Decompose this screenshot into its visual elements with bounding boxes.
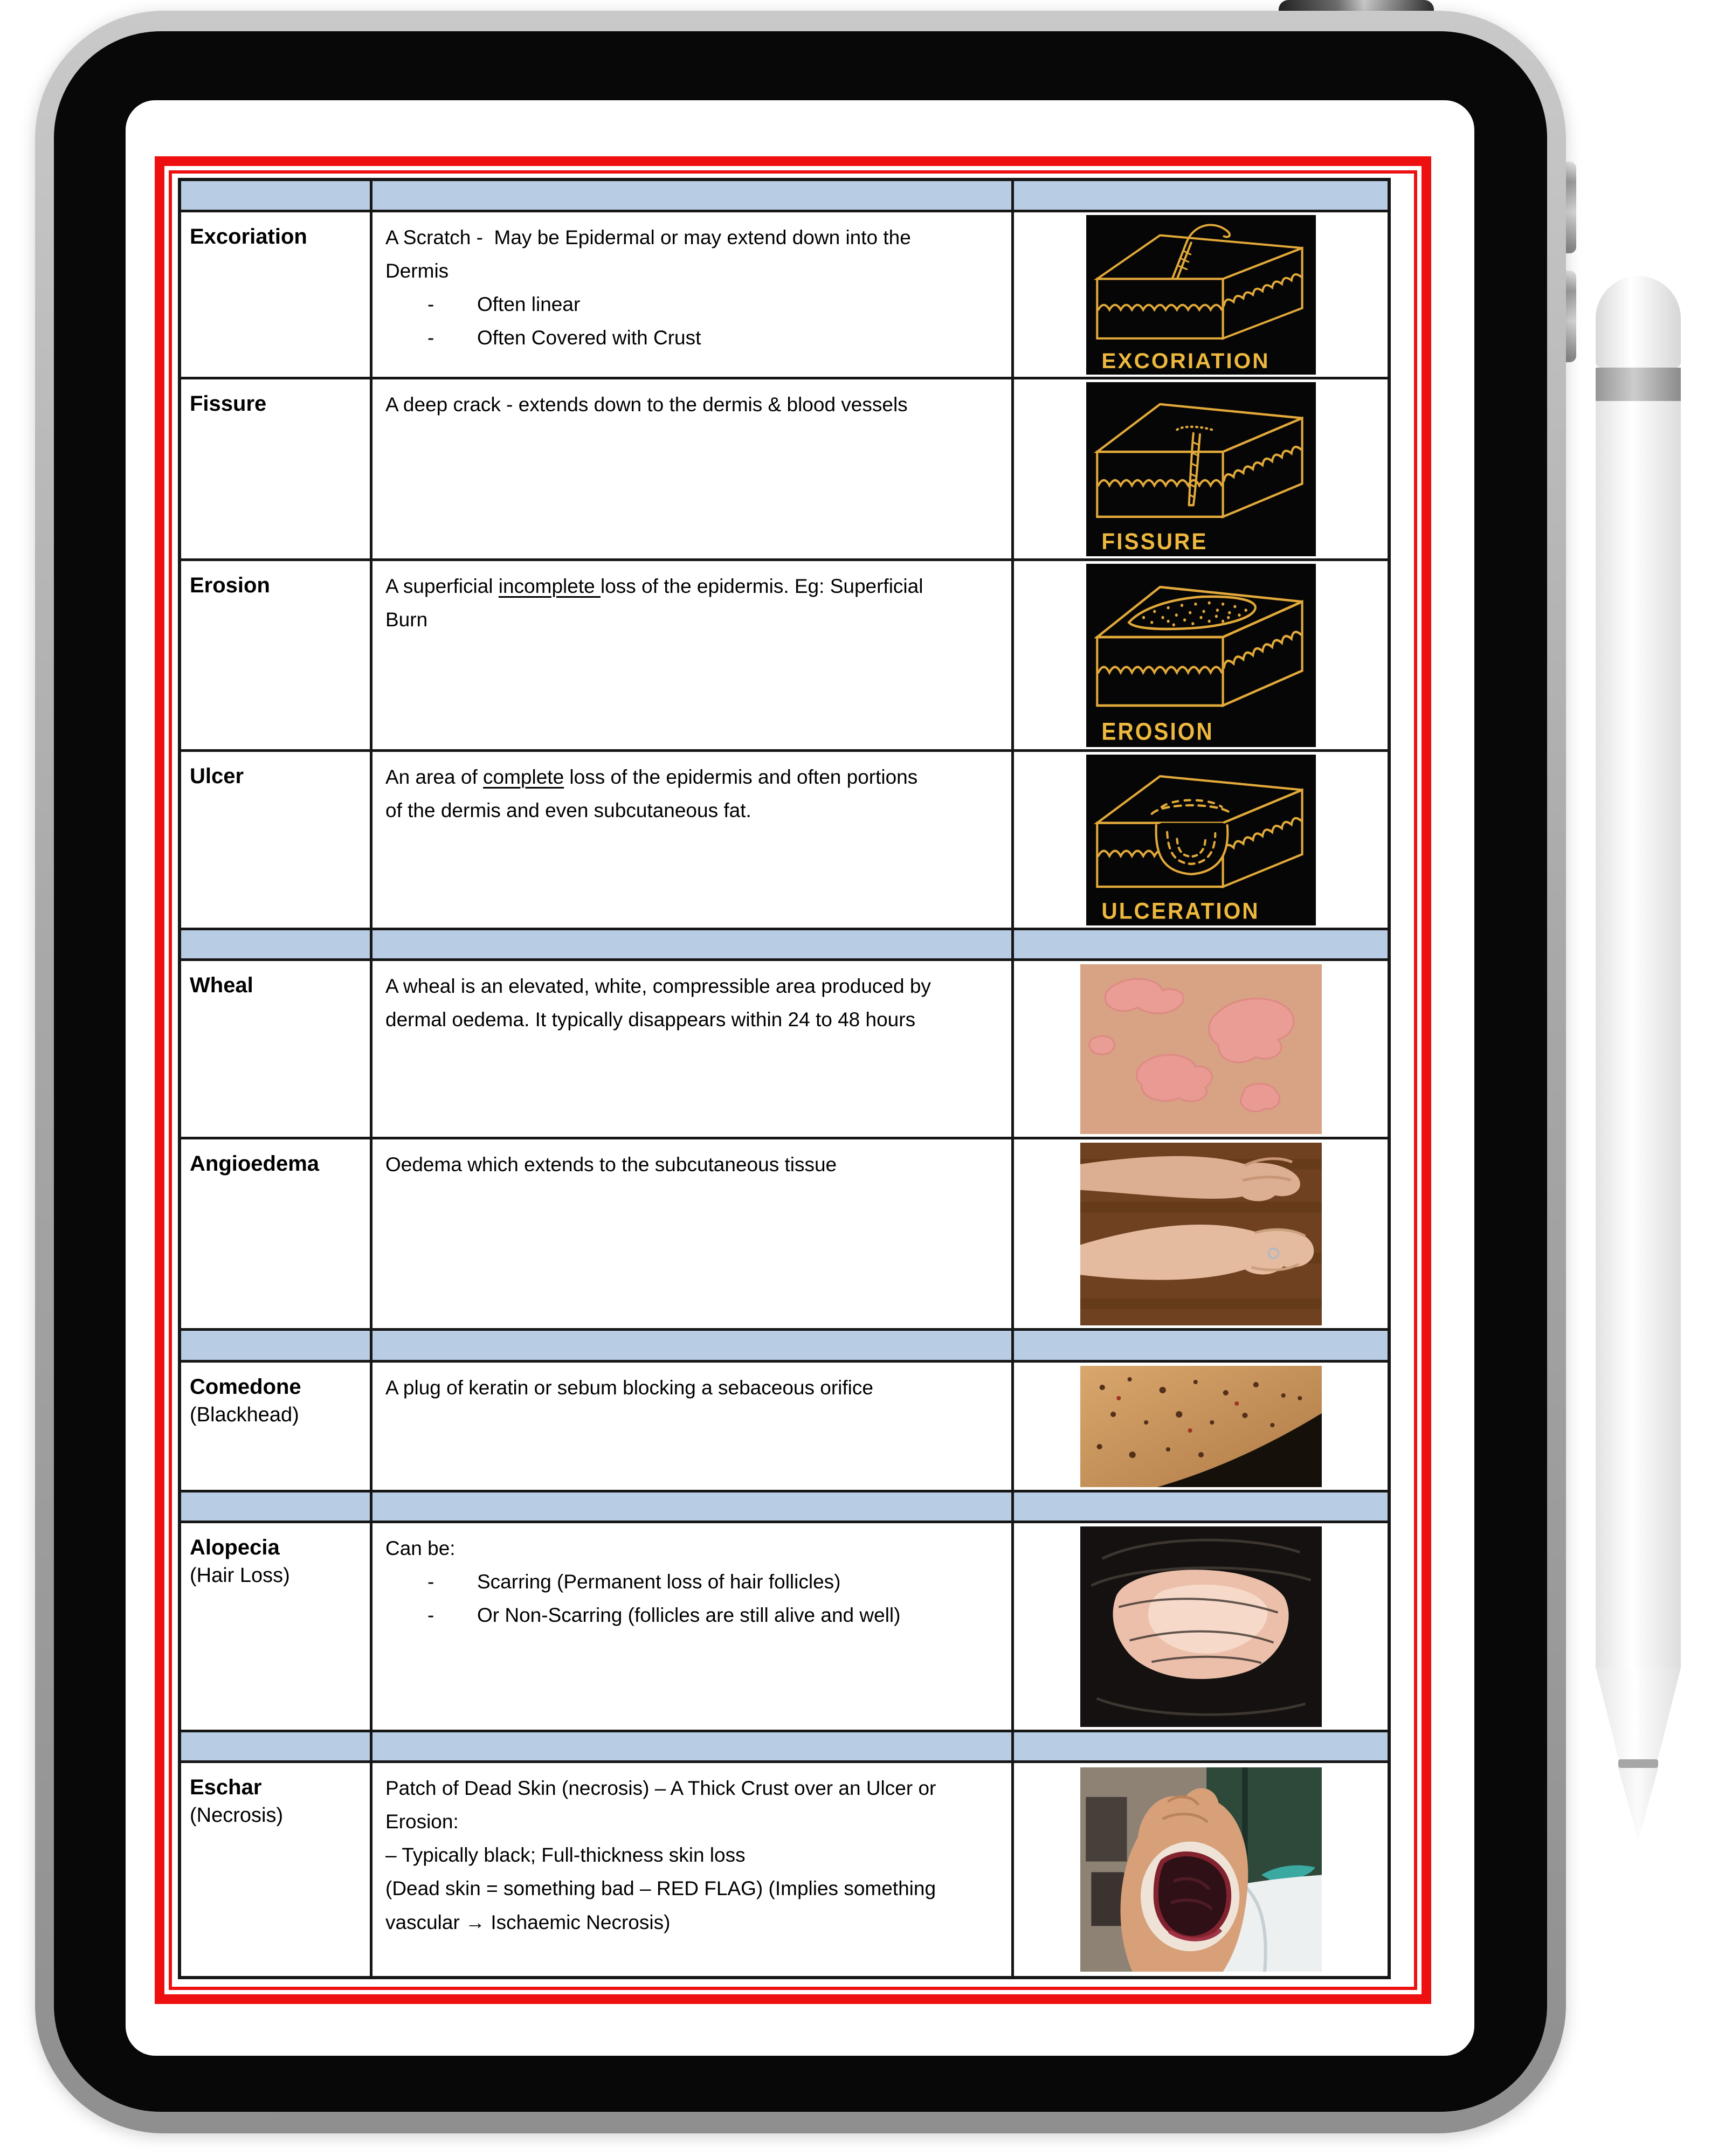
pencil-taper bbox=[1596, 1668, 1681, 1759]
image-cell bbox=[1014, 1732, 1388, 1760]
svg-text:EROSION: EROSION bbox=[1101, 717, 1214, 745]
term-cell bbox=[181, 1732, 372, 1760]
description-paragraph: – Typically black; Full-thickness skin loss bbox=[385, 1844, 746, 1867]
image-cell bbox=[1014, 1331, 1388, 1360]
description-paragraph: A deep crack - extends down to the dermis & blood vessels bbox=[385, 393, 908, 416]
description-cell bbox=[372, 930, 1014, 958]
pencil-body bbox=[1596, 401, 1681, 1668]
table-row-ulcer bbox=[181, 752, 1388, 930]
term-cell bbox=[181, 1523, 372, 1730]
pencil-band bbox=[1596, 368, 1681, 401]
description-cell bbox=[372, 1331, 1014, 1360]
image-cell bbox=[1014, 181, 1388, 210]
image-cell bbox=[1014, 379, 1388, 558]
term-cell bbox=[181, 561, 372, 749]
description-cell bbox=[372, 212, 1014, 377]
bullet-dash: - bbox=[427, 327, 434, 349]
description-cell bbox=[372, 1763, 1014, 1976]
ulceration-diagram-image bbox=[1086, 755, 1316, 925]
comedone-photo bbox=[1080, 1366, 1322, 1487]
pencil-cap bbox=[1596, 276, 1681, 368]
term-cell bbox=[181, 379, 372, 558]
wheal-photo bbox=[1080, 964, 1322, 1134]
term-label: Wheal bbox=[190, 973, 253, 997]
term-cell bbox=[181, 1763, 372, 1976]
excoriation-diagram-image bbox=[1086, 215, 1316, 375]
term-label: Ulcer bbox=[190, 764, 244, 788]
table-row-comedone bbox=[181, 1363, 1388, 1492]
term-cell bbox=[181, 930, 372, 958]
description-paragraph: Can be: bbox=[385, 1537, 456, 1559]
svg-text:FISSURE: FISSURE bbox=[1101, 528, 1208, 554]
lesion-definitions-table bbox=[178, 178, 1391, 1979]
description-cell bbox=[372, 752, 1014, 928]
image-cell bbox=[1014, 1363, 1388, 1490]
description-paragraph: Oedema which extends to the subcutaneous tissue bbox=[385, 1153, 837, 1176]
table-row-wheal bbox=[181, 961, 1388, 1139]
table-row-excoriation bbox=[181, 212, 1388, 379]
term-cell bbox=[181, 1139, 372, 1328]
bullet-item: - Often linear bbox=[385, 288, 1011, 321]
image-cell bbox=[1014, 1523, 1388, 1730]
description-cell bbox=[372, 181, 1014, 210]
separator-row bbox=[181, 1732, 1388, 1763]
alopecia-photo bbox=[1080, 1526, 1322, 1727]
image-cell bbox=[1014, 1492, 1388, 1521]
svg-text:EXCORIATION: EXCORIATION bbox=[1101, 349, 1270, 373]
pencil-tip bbox=[1618, 1768, 1658, 1841]
table-row-angioedema bbox=[181, 1139, 1388, 1331]
svg-text:ULCERATION: ULCERATION bbox=[1101, 898, 1260, 924]
separator-row bbox=[181, 930, 1388, 961]
description-cell bbox=[372, 379, 1014, 558]
image-cell bbox=[1014, 1763, 1388, 1976]
table-row-fissure bbox=[181, 379, 1388, 561]
separator-row bbox=[181, 1492, 1388, 1523]
description-cell bbox=[372, 961, 1014, 1137]
bullet-item: - Or Non-Scarring (follicles are still alive and well) bbox=[385, 1599, 1011, 1632]
term-cell bbox=[181, 212, 372, 377]
description-cell bbox=[372, 561, 1014, 749]
term-label: Fissure bbox=[190, 392, 267, 416]
description-paragraph: Patch of Dead Skin (necrosis) – A Thick Crust over an Ulcer or Erosion: bbox=[385, 1777, 942, 1833]
eschar-photo bbox=[1080, 1767, 1322, 1972]
description-paragraph: (Dead skin = something bad – RED FLAG) (Implies something vascular → Ischaemic Necrosis) bbox=[385, 1877, 942, 1933]
bullet-item: - Scarring (Permanent loss of hair follicles) bbox=[385, 1565, 1011, 1599]
pencil-ring bbox=[1618, 1759, 1658, 1768]
description-cell bbox=[372, 1363, 1014, 1490]
description-cell bbox=[372, 1139, 1014, 1328]
term-label: Alopecia bbox=[190, 1536, 280, 1559]
description-paragraph: A wheal is an elevated, white, compressible area produced by dermal oedema. It typically disappears within 24 to 48 hours bbox=[385, 975, 937, 1031]
term-cell bbox=[181, 1492, 372, 1521]
description-paragraph: A plug of keratin or sebum blocking a sebaceous orifice bbox=[385, 1377, 873, 1399]
bullet-item: - Often Covered with Crust bbox=[385, 321, 1011, 355]
term-cell bbox=[181, 1363, 372, 1490]
table-row-erosion bbox=[181, 561, 1388, 752]
table-row-eschar bbox=[181, 1763, 1388, 1976]
description-cell bbox=[372, 1492, 1014, 1521]
bullet-dash: - bbox=[427, 293, 434, 316]
term-note: (Blackhead) bbox=[190, 1404, 299, 1426]
term-cell bbox=[181, 752, 372, 928]
term-label: Angioedema bbox=[190, 1152, 320, 1176]
erosion-diagram-image bbox=[1086, 564, 1316, 747]
bullet-dash: - bbox=[427, 1571, 434, 1593]
term-label: Eschar bbox=[190, 1775, 262, 1799]
description-paragraph: A Scratch - May be Epidermal or may extend down into the Dermis bbox=[385, 226, 917, 282]
description-paragraph: A superficial incomplete loss of the epidermis. Eg: Superficial Burn bbox=[385, 575, 929, 631]
fissure-diagram-image bbox=[1086, 382, 1316, 556]
description-cell bbox=[372, 1523, 1014, 1730]
term-cell bbox=[181, 961, 372, 1137]
term-note: (Necrosis) bbox=[190, 1804, 284, 1827]
image-cell bbox=[1014, 561, 1388, 749]
description-cell bbox=[372, 1732, 1014, 1760]
image-cell bbox=[1014, 1139, 1388, 1328]
description-paragraph: An area of complete loss of the epidermis and often portions of the dermis and even subcutaneous fat. bbox=[385, 766, 923, 822]
stylus-pencil bbox=[1596, 276, 1681, 1842]
term-label: Comedone bbox=[190, 1375, 301, 1399]
term-label: Excoriation bbox=[190, 225, 307, 248]
image-cell bbox=[1014, 212, 1388, 377]
term-cell bbox=[181, 181, 372, 210]
table-row-alopecia bbox=[181, 1523, 1388, 1732]
table-header-row bbox=[181, 181, 1388, 212]
term-note: (Hair Loss) bbox=[190, 1564, 290, 1587]
image-cell bbox=[1014, 961, 1388, 1137]
image-cell bbox=[1014, 930, 1388, 958]
image-cell bbox=[1014, 752, 1388, 928]
angioedema-photo bbox=[1080, 1143, 1322, 1325]
term-label: Erosion bbox=[190, 573, 270, 597]
separator-row bbox=[181, 1331, 1388, 1363]
term-cell bbox=[181, 1331, 372, 1360]
bullet-dash: - bbox=[427, 1604, 434, 1627]
